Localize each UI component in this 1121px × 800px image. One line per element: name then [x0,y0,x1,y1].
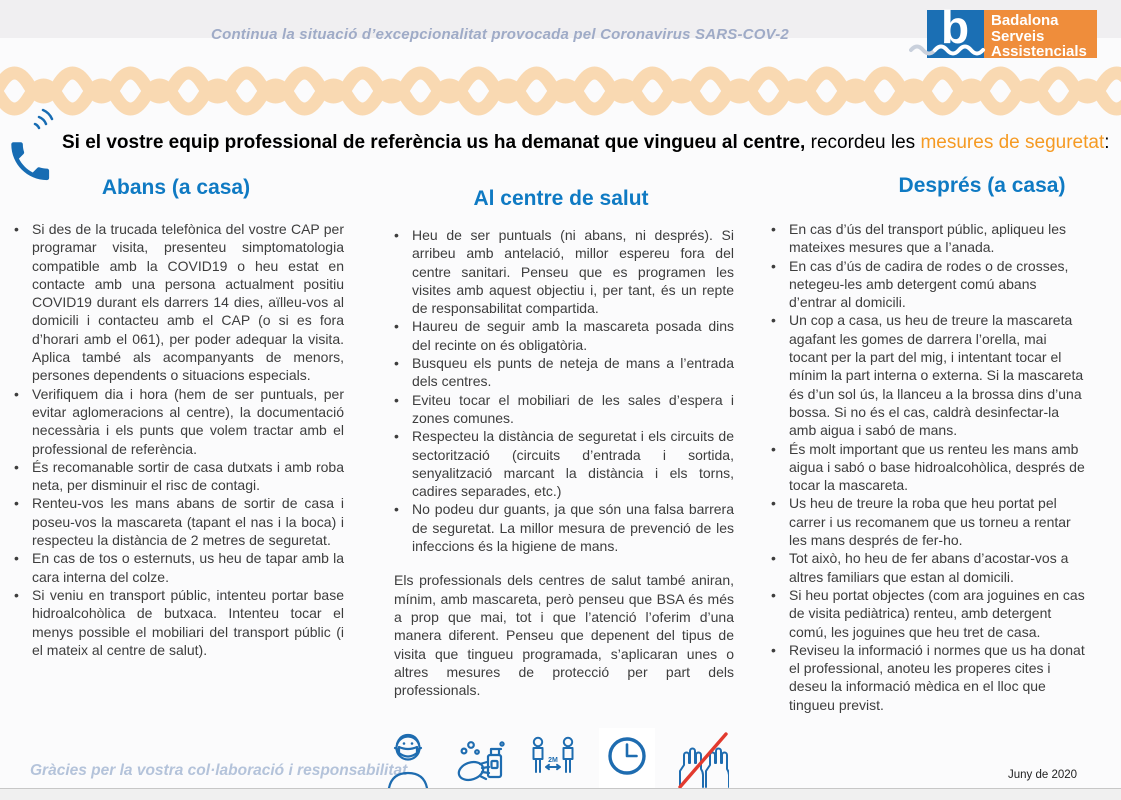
bullet-item: • Renteu-vos les mans abans de sortir de casa i poseu-vos la mascareta (tapant el nas i la boca) i respecteu la distància de 2 metres de seguretat. [8,494,344,549]
wave-ribbon [0,66,1121,116]
main-heading [62,132,1110,154]
keep-2m-distance-icon [529,731,577,789]
bullet-item: • És molt important que us renteu les mans amb aigua i sabó o base hidroalcohòlica, després de tocar la mascareta. [765,440,1085,495]
column-title-centre: Al centre de salut [473,187,649,210]
thanks-text: Gràcies per la vostra col·laboració i responsabilitat [30,762,408,779]
column-before [8,220,344,659]
bullet-item: • En cas d’ús de cadira de rodes o de crosses, netegeu-les amb detergent comú abans d’entrar al domicili. [765,257,1085,312]
heading-highlight: mesures de seguretat [920,132,1105,153]
bullet-item: • Un cop a casa, us heu de treure la mascareta agafant les gomes de darrera l’orella, mai tocant per la part del mig, i intentant tocar el mínim la part interna o externa. Si la mascareta és d’un sol ús, la llanceu a la brossa dins d’una bossa. Si no és el cas, caldrà desinfectar-la amb aigua i sabó de mans. [765,311,1085,439]
bullet-item: • Si heu portat objectes (com ara joguines en cas de visita pediàtrica) renteu, amb detergent comú, les joguines que heu tret de casa. [765,586,1085,641]
bullet-item: • En cas d’ús del transport públic, apliqueu les mateixes mesures que a l’anada. [765,220,1085,257]
banner-text: Continua la situació d’excepcionalitat provocada pel Coronavirus SARS-COV-2 [211,26,789,43]
no-gloves-icon [677,731,729,789]
person-with-mask-icon [383,731,433,789]
bullet-item: • Haureu de seguir amb la mascareta posada dins del recinte on és obligatòria. [388,317,734,354]
logo-line: Badalona [991,12,1059,29]
heading-bold: Si el vostre equip professional de referència us ha demanat que vingueu al centre, [62,132,806,153]
bullet-item: • Verifiquem dia i hora (hem de ser puntuals, per evitar aglomeracions al centre), la documentació necessària i els punts que volem tractar amb el professional de referència. [8,385,344,458]
bullet-item: • Reviseu la informació i normes que us ha donat el professional, anoteu les properes cites i deseu la informació mèdica en el lloc que tingueu previst. [765,641,1085,714]
column-after [765,220,1085,714]
bsa-logo [927,1,1097,60]
logo-line: Assistencials [991,43,1087,60]
column-title-before: Abans (a casa) [101,176,251,199]
safety-icons-row [383,728,729,789]
heading-normal: recordeu les [805,132,921,153]
bullet-list [8,220,344,659]
date-label: Juny de 2020 [1008,769,1078,781]
logo-line: Serveis [991,27,1045,45]
punctuality-clock-icon [601,730,653,782]
logo-letter: b [941,1,970,53]
logo-wave-icon [909,42,987,56]
bullet-item: • Tot això, ho heu de fer abans d’acostar-vos a altres familiars que estan al domicili. [765,549,1085,586]
bullet-item: • Respecteu la distància de seguretat i els circuits de sectorització (circuits d’entrada i sortida, senyalització marcant la distància i els torns, cadires separades, etc.) [388,427,734,500]
column-centre [388,226,734,699]
bullet-list [388,226,734,555]
distance-label: 2M [548,757,558,764]
bullet-item: • Si des de la trucada telefònica del vostre CAP per programar visita, presenteu simptomatologia compatible amb la COVID19 o heu estat en contacte amb una persona actualment positiu COVID19 durant els darrers 14 dies, aïlleu-vos al domicili i contacteu amb el CAP (o si es fora d’horari amb el 061), per poder adequar la visita. Aplica també als acompanyants de menors, persones dependents o situacions especials. [8,220,344,385]
professionals-paragraph: Els professionals dels centres de salut també aniran, mínim, amb mascareta, però penseu que BSA és més a prop que mai, tot i que l’atenció l’oferim d’una manera diferent. Penseu que depenent del tipus de visita que tingueu programada, s’aplicaran unes o altres mesures de protecció per part dels professionals. [394,572,734,699]
bullet-item: • Busqueu els punts de neteja de mans a l’entrada dels centres. [388,354,734,391]
bullet-list [765,220,1085,714]
bullet-item: • En cas de tos o esternuts, us heu de tapar amb la cara interna del colze. [8,549,344,586]
bullet-item: • És recomanable sortir de casa dutxats i amb roba neta, per disminuir el risc de contagi. [8,458,344,495]
bullet-item: • Eviteu tocar el mobiliari de les sales d’espera i zones comunes. [388,391,734,428]
hand-washing-icon [455,731,507,789]
bsa-logo-text [984,10,1097,58]
bullet-item: • No podeu dur guants, ja que són una falsa barrera de seguretat. La millor mesura de prevenció de les infeccions és la higiene de mans. [388,500,734,555]
column-title-after: Després (a casa) [898,174,1066,197]
bsa-logo-mark [927,1,984,58]
heading-suffix: : [1104,132,1110,153]
bottom-strip [0,788,1121,800]
bullet-item: • Us heu de treure la roba que heu portat pel carrer i us recomanem que us torneu a rentar les mans després de fer-ho. [765,494,1085,549]
bullet-item: • Si veniu en transport públic, intenteu portar base hidroalcohòlica de butxaca. Intenteu tocar el menys possible el mobiliari del transport públic (i el mateix al centre de salut). [8,586,344,659]
bullet-item: • Heu de ser puntuals (ni abans, ni després). Si arribeu amb antelació, millor espereu fora del centre sanitari. Penseu que es programen les visites amb aquest objectiu i, per tant, és un repte de responsabilitat compartida. [388,226,734,317]
clock-box [599,728,655,789]
